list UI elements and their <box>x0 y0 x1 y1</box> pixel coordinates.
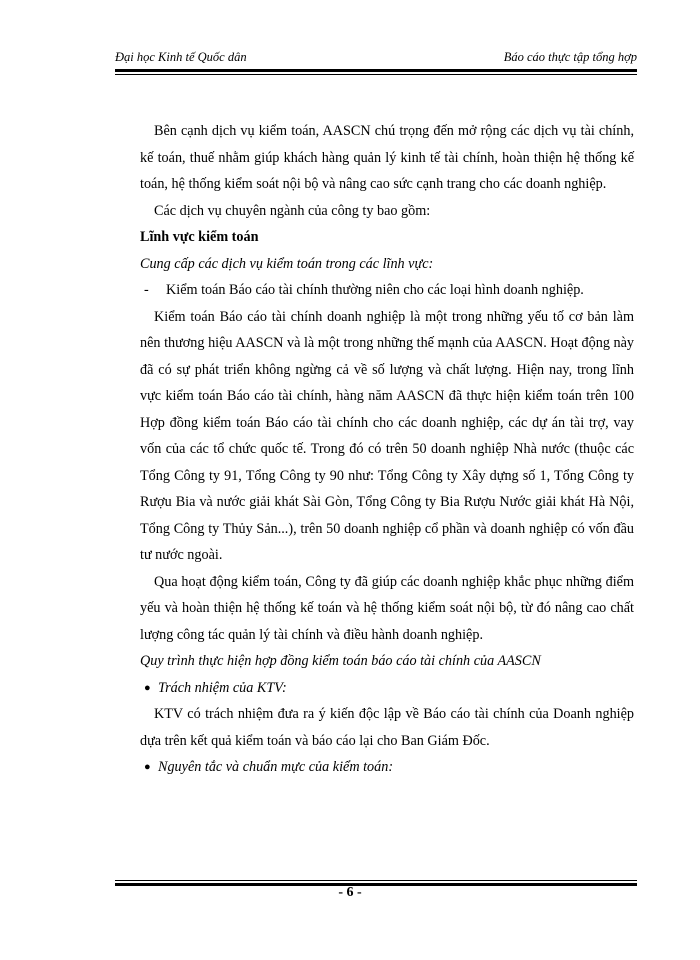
dash-marker: - <box>144 282 149 298</box>
footer-rule-thin <box>115 880 637 881</box>
list-item-financial-audit <box>140 277 634 304</box>
bullet-text: Trách nhiệm của KTV: <box>158 679 287 696</box>
header-rule-thin <box>115 74 637 75</box>
bullet-text: Nguyên tắc và chuẩn mực của kiểm toán: <box>158 759 394 775</box>
bullet-item-auditor-responsibility <box>140 675 634 702</box>
paragraph-financial-audit-detail: Kiểm toán Báo cáo tài chính doanh nghiệp là một trong những yếu tố cơ bản làm nên thương hiệu AASCN và là một trong những thế mạnh của AASCN. Hoạt động này đã có sự phát triển không ngừng cả về số lượng và chất lượng. Hiện nay, trong lĩnh vực kiểm toán Báo cáo tài chính, hàng năm AASCN đã thực hiện kiểm toán trên 100 Hợp đồng kiểm toán Báo cáo tài chính cho các doanh nghiệp, các dự án tài trợ, vay vốn của các tổ chức quốc tế. Trong đó có trên 50 doanh nghiệp Nhà nước (thuộc các Tổng Công ty 91, Tổng Công ty 90 như: Tổng Công ty Xây dựng số 1, Tổng Công ty Rượu Bia và nước giải khát Sài Gòn, Tổng Công ty Bia Rượu Nước giải khát Hà Nội, Tổng Công ty Thủy Sản...), trên 50 doanh nghiệp cổ phần và doanh nghiệp có vốn đầu tư nước ngoài. <box>140 308 634 563</box>
paragraph-services-intro: Bên cạnh dịch vụ kiểm toán, AASCN chú trọng đến mở rộng các dịch vụ tài chính, kế toán, thuế nhằm giúp khách hàng quản lý kinh tế tài chính, hoàn thiện hệ thống kế toán, hệ thống kiểm soát nội bộ và nâng cao sức cạnh trang cho các doanh nghiệp. <box>140 123 634 192</box>
list-item-text: Kiểm toán Báo cáo tài chính thường niên cho các loại hình doanh nghiệp. <box>166 282 584 298</box>
document-body <box>140 118 634 781</box>
paragraph-auditor-responsibility: KTV có trách nhiệm đưa ra ý kiến độc lập về Báo cáo tài chính của Doanh nghiệp dựa trên kết quả kiểm toán và báo cáo lại cho Ban Giám Đốc. <box>140 706 634 749</box>
header-report-title: Báo cáo thực tập tổng hợp <box>503 50 637 64</box>
subheading-audit-services: Cung cấp các dịch vụ kiểm toán trong các lĩnh vực: <box>140 255 434 272</box>
section-heading-audit: Lĩnh vực kiểm toán <box>140 229 259 245</box>
header-university: Đại học Kinh tế Quốc dân <box>115 50 247 64</box>
bullet-icon: ● <box>144 681 151 694</box>
page-header <box>115 50 637 70</box>
header-rule-thick <box>115 69 637 72</box>
paragraph-services-list-intro: Các dịch vụ chuyên ngành của công ty bao gồm: <box>154 202 431 219</box>
bullet-icon: ● <box>144 761 151 773</box>
bullet-item-audit-principles <box>140 754 634 781</box>
paragraph-audit-benefits: Qua hoạt động kiểm toán, Công ty đã giúp các doanh nghiệp khắc phục những điểm yếu và hoàn thiện hệ thống kế toán và hệ thống kiểm soát nội bộ, từ đó nâng cao chất lượng công tác quản lý tài chính và điều hành doanh nghiệp. <box>140 573 634 643</box>
page-number: - 6 - <box>338 885 362 900</box>
subheading-audit-process: Quy trình thực hiện hợp đồng kiểm toán báo cáo tài chính của AASCN <box>140 653 541 669</box>
